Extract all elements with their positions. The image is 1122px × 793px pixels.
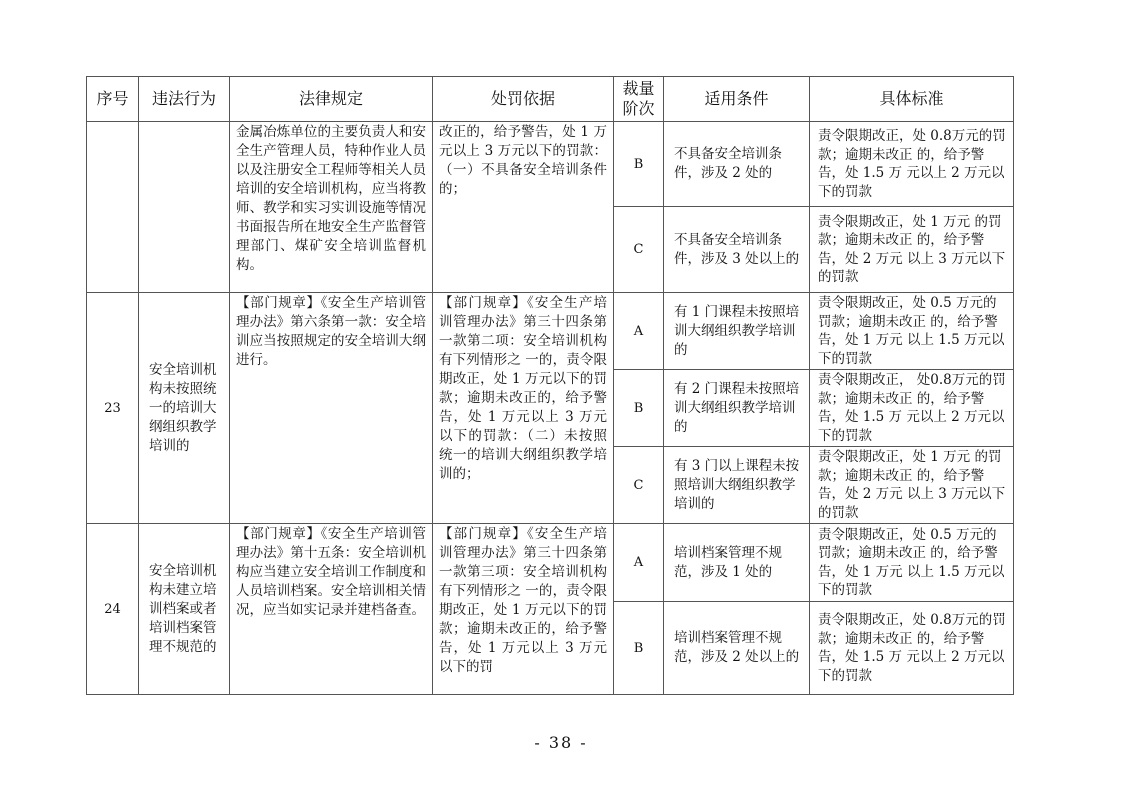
item23-condition-a-cell (664, 293, 810, 370)
item24-standard-a: 责令限期改正，处 0.5 万元的罚款；逾期未改正 的，给予警告，处 1 万元 以上 1.5 万元以下的罚款 (818, 526, 1005, 598)
item23-legal-cell (230, 293, 433, 524)
item23-level-c: C (614, 447, 664, 524)
item24-condition-b: 培训档案管理不规范，涉及 2 处以上的 (674, 630, 800, 665)
item23-standard-a: 责令限期改正，处 0.5 万元的罚款；逾期未改正 的，给予警告，处 1 万元 以上 1.5 万元以下的罚款 (818, 295, 1005, 367)
item23-condition-a: 有 1 门课程未按照培训大纲组织教学培训的 (674, 303, 800, 358)
item23-condition-c-cell (664, 447, 810, 524)
item23-legal: 【部门规章】《安全生产培训管理办法》第六条第一款：安全培训应当按照规定的安全培训大纲进行。 (236, 295, 426, 368)
header-standard: 具体标准 (810, 77, 1014, 122)
item24-violation-cell (139, 524, 230, 695)
carryover-standard-c: 责令限期改正，处 1 万元 的罚款；逾期未改正 的，给予警告，处 2 万元 以上 3 万元以下的罚款 (818, 213, 1006, 285)
item24-seq: 24 (87, 524, 139, 695)
carryover-level-b: B (614, 122, 664, 207)
carryover-legal-cell (230, 122, 433, 293)
carryover-standard-b: 责令限期改正，处 0.8万元的罚款；逾期未改正 的，给予警告，处 1.5 万 元以上 2 万元以下的罚款 (818, 128, 1006, 200)
carryover-standard-c-cell (810, 207, 1014, 293)
item24-standard-b-cell (810, 602, 1014, 695)
header-violation: 违法行为 (139, 77, 230, 122)
item24-basis-cell (433, 524, 614, 695)
carryover-violation-cell (139, 122, 230, 293)
item23-basis-cell (433, 293, 614, 524)
carryover-condition-c: 不具备安全培训条件，涉及 3 处以上的 (674, 231, 800, 267)
item23-level-a: A (614, 293, 664, 370)
item23-violation-cell (139, 293, 230, 524)
item23-basis: 【部门规章】《安全生产培训管理办法》第三十四条第一款第二项：安全培训机构有下列情形之 一的，责令限期改正，处 1 万元以下的罚款；逾期未改正的，给予警告，处 1 万元以上 3 万元以下的罚款：（二）未按照统一的培训大纲组织教学培训的； (439, 295, 607, 482)
item24-condition-a: 培训档案管理不规范，涉及 1 处的 (674, 544, 782, 580)
page-number: - 38 - (534, 733, 588, 752)
item23-standard-c: 责令限期改正，处 1 万元 的罚款；逾期未改正 的，给予警告，处 2 万元 以上 3 万元以下的罚款 (818, 449, 1006, 521)
table-row (87, 524, 1014, 602)
item23-condition-c: 有 3 门以上课程未按照培训大纲组织教学培训的 (674, 457, 800, 512)
item23-standard-a-cell (810, 293, 1014, 370)
item24-level-a: A (614, 524, 664, 602)
carryover-legal-text: 金属冶炼单位的主要负责人和安全生产管理人员，特种作业人员以及注册安全工程师等相关人员培训的安全培训机构，应当将教师、教学和实习实训设施等情况书面报告所在地安全生产监督管理部门、煤矿安全培训监督机构。 (236, 124, 426, 273)
header-legal: 法律规定 (230, 77, 433, 122)
header-basis: 处罚依据 (433, 77, 614, 122)
item23-level-b: B (614, 370, 664, 447)
item24-basis: 【部门规章】《安全生产培训管理办法》第三十四条第一款第三项：安全培训机构有下列情形之 一的，责令限期改正，处 1 万元以下的罚款；逾期未改正的，给予警告，处 1 万元以上 3 万元以下的罚 (439, 526, 607, 675)
table-row (87, 122, 1014, 207)
item23-condition-b-cell (664, 370, 810, 447)
item23-seq: 23 (87, 293, 139, 524)
item24-condition-b-cell (664, 602, 810, 695)
header-seq: 序号 (87, 77, 139, 122)
carryover-condition-b-cell (664, 122, 810, 207)
header-row (87, 77, 1014, 122)
item24-legal: 【部门规章】《安全生产培训管理办法》第十五条：安全培训机构应当建立安全培训工作制度和人员培训档案。安全培训相关情况，应当如实记录并建档备查。 (236, 526, 426, 618)
carryover-standard-b-cell (810, 122, 1014, 207)
carryover-condition-b: 不具备安全培训条件，涉及 2 处的 (674, 146, 782, 181)
carryover-seq-cell (87, 122, 139, 293)
carryover-condition-c-cell (664, 207, 810, 293)
penalty-table (86, 76, 1014, 695)
item23-violation: 安全培训机构未按照统一的培训大纲组织教学培训的 (149, 361, 217, 454)
carryover-basis-cell (433, 122, 614, 293)
item24-legal-cell (230, 524, 433, 695)
item23-standard-b-cell (810, 370, 1014, 447)
item24-standard-b: 责令限期改正，处 0.8万元的罚款；逾期未改正 的，给予警告，处 1.5 万 元以上 2 万元以下的罚款 (818, 612, 1006, 684)
item24-condition-a-cell (664, 524, 810, 602)
item23-standard-c-cell (810, 447, 1014, 524)
table-row (87, 293, 1014, 370)
carryover-basis-text: 改正的，给予警告，处 1 万元以上 3 万元以下的罚款：（一）不具备安全培训条件的； (439, 124, 607, 197)
item23-standard-b: 责令限期改正， 处0.8万元的罚款；逾期未改正 的，给予警告，处 1.5 万 元以上 2 万元以下的罚款 (818, 372, 1006, 444)
header-level: 裁量阶次 (614, 77, 664, 122)
item24-violation: 安全培训机构未建立培训档案或者培训档案管理不规范的 (149, 562, 217, 655)
item24-level-b: B (614, 602, 664, 695)
header-condition: 适用条件 (664, 77, 810, 122)
carryover-level-c: C (614, 207, 664, 293)
item23-condition-b: 有 2 门课程未按照培训大纲组织教学培训的 (674, 380, 800, 435)
item24-standard-a-cell (810, 524, 1014, 602)
